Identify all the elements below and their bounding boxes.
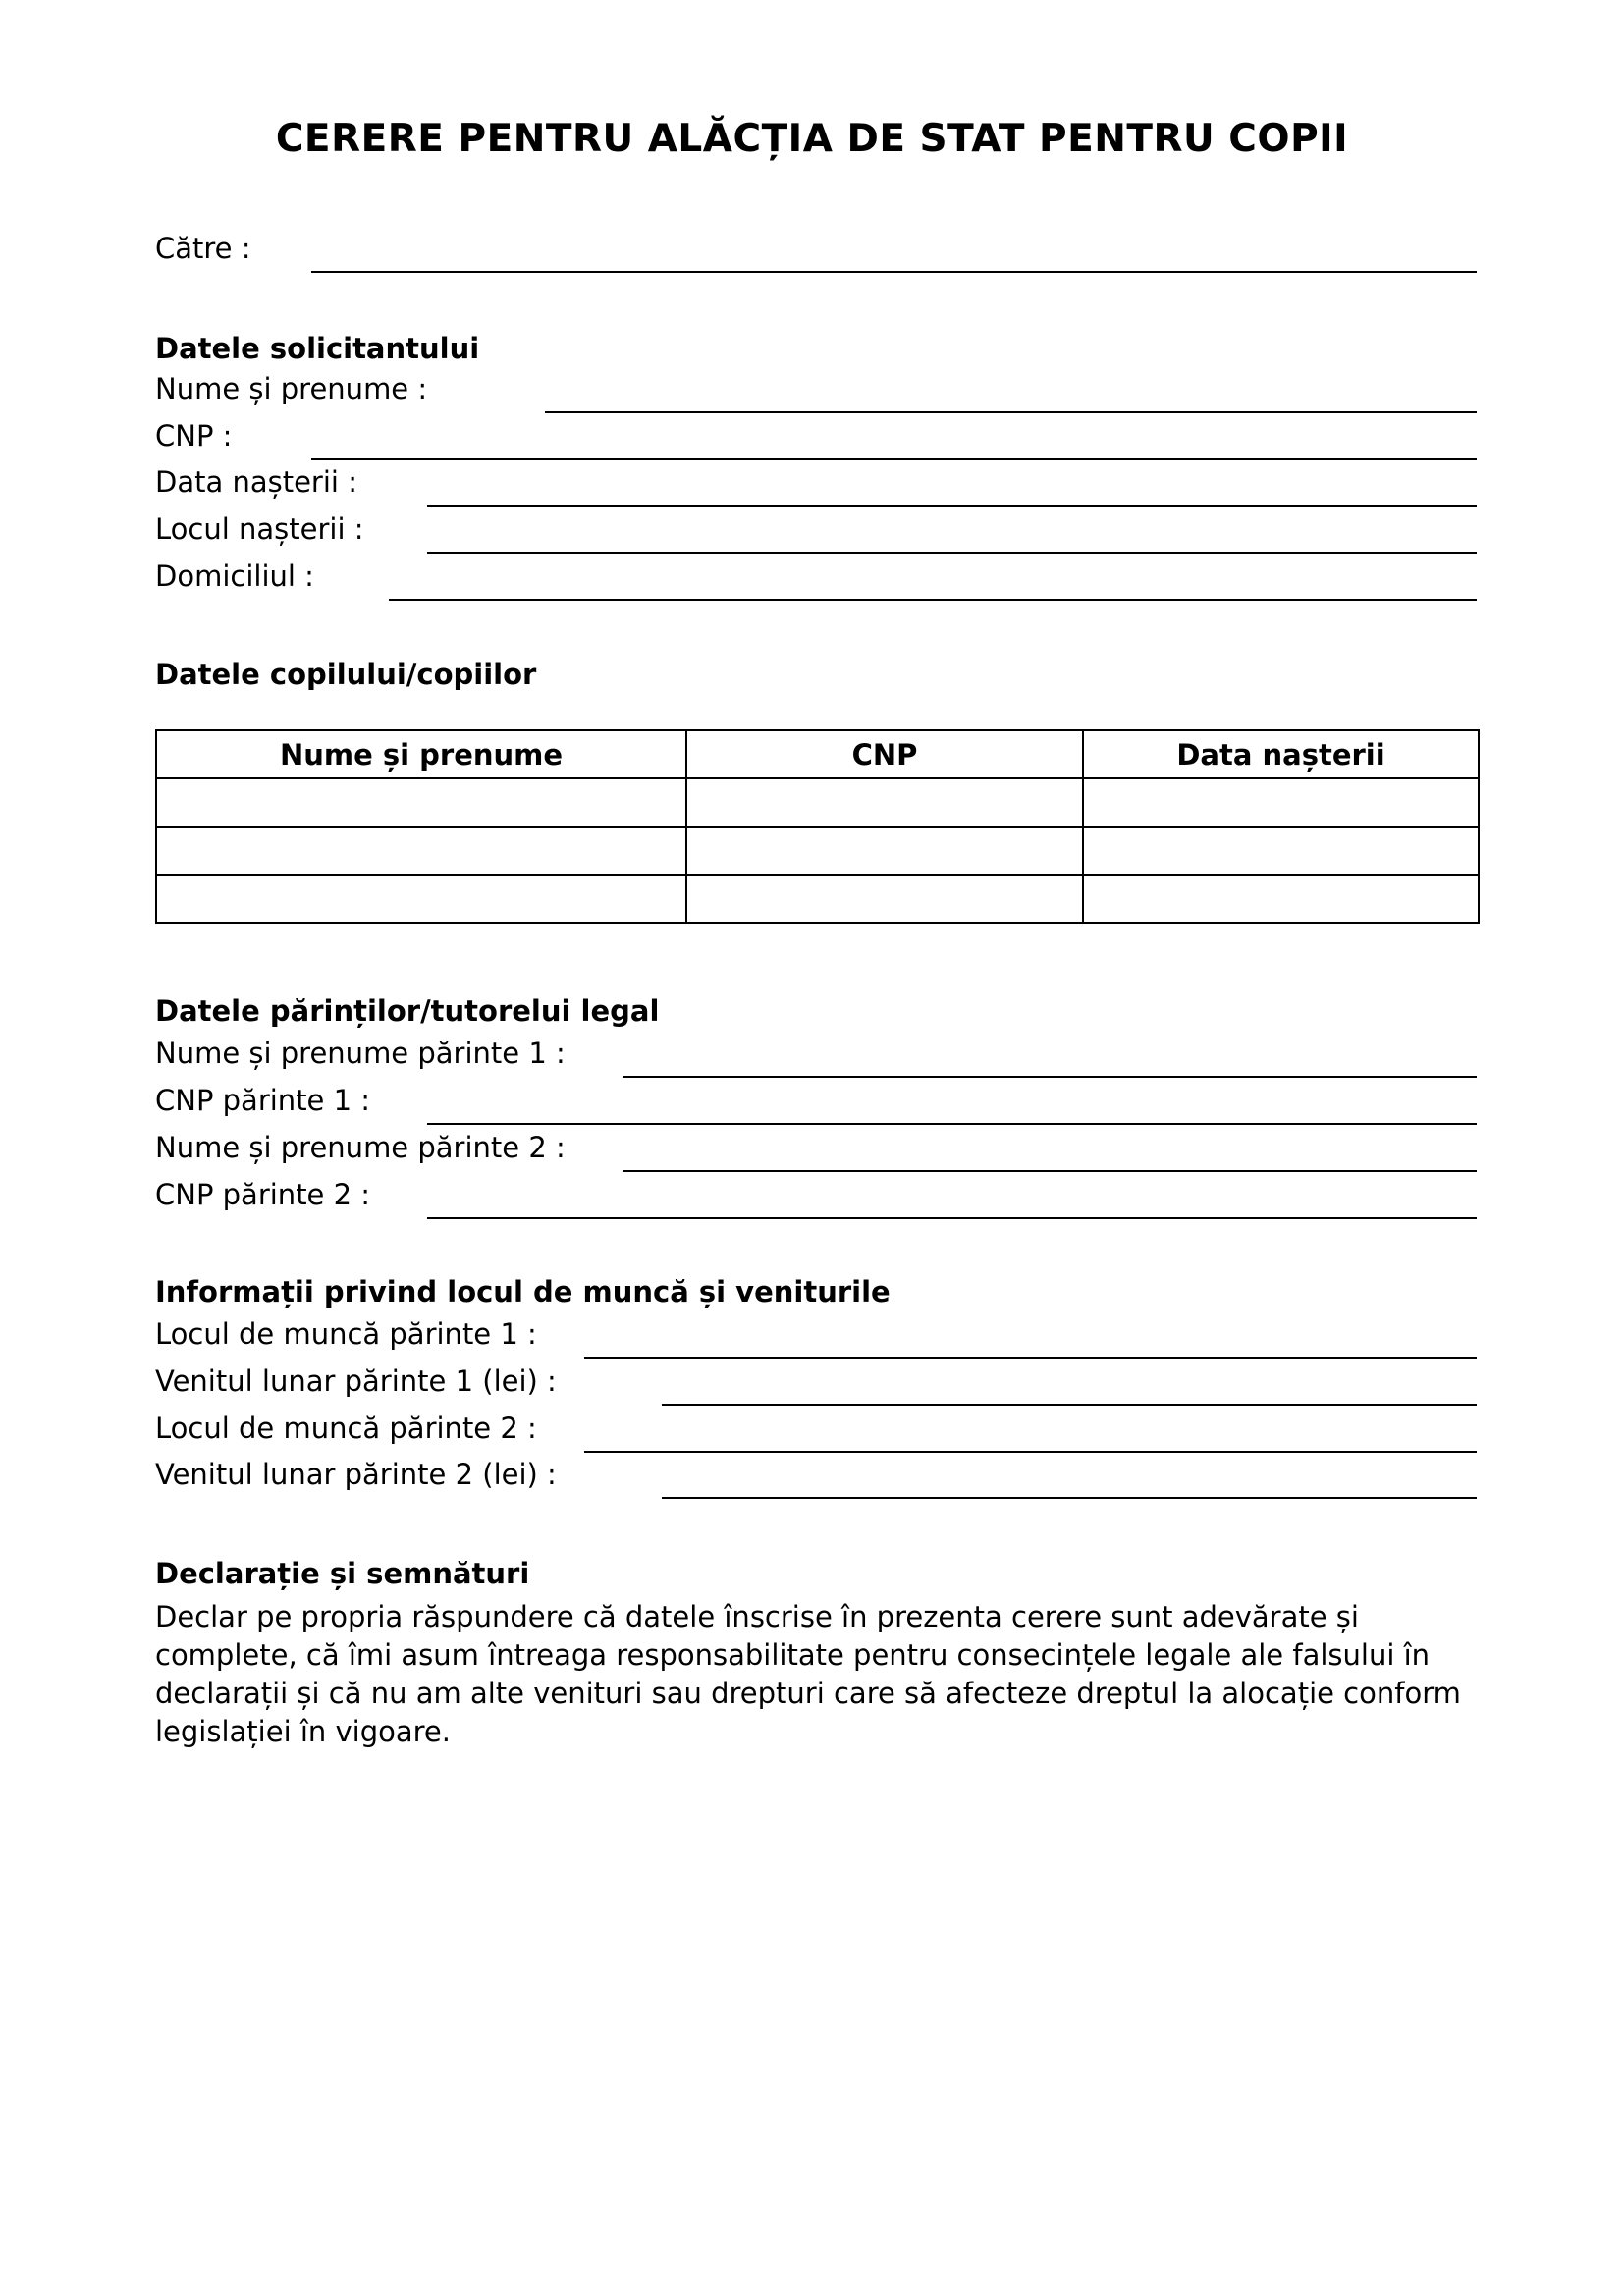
child-birthdate-cell[interactable] (1083, 778, 1479, 827)
parent2-income-field (155, 1460, 1477, 1499)
applicant-name-label: Nume și prenume : (155, 372, 428, 405)
child-cnp-cell[interactable] (686, 778, 1083, 827)
applicant-section-heading: Datele solicitantului (155, 332, 480, 365)
document-title: CERERE PENTRU ALĂCȚIA DE STAT PENTRU COPII (275, 117, 1349, 161)
parent2-income-label: Venitul lunar părinte 2 (lei) : (155, 1458, 557, 1491)
column-header-birthdate: Data nașterii (1083, 730, 1479, 778)
parent2-name-input-line[interactable] (623, 1170, 1477, 1172)
applicant-address-label: Domiciliul : (155, 560, 314, 593)
child-cnp-cell[interactable] (686, 875, 1083, 923)
applicant-address-input-line[interactable] (389, 599, 1477, 601)
parent2-name-field (155, 1133, 1477, 1172)
child-birthdate-cell[interactable] (1083, 827, 1479, 875)
applicant-birthplace-input-line[interactable] (427, 552, 1477, 554)
child-cnp-cell[interactable] (686, 827, 1083, 875)
applicant-birthdate-field (155, 467, 1477, 507)
table-row (156, 778, 1479, 827)
parent2-cnp-label: CNP părinte 2 : (155, 1178, 371, 1211)
table-row (156, 875, 1479, 923)
recipient-field (155, 234, 1477, 273)
parent1-name-field (155, 1039, 1477, 1078)
table-row (156, 827, 1479, 875)
applicant-birthplace-field (155, 514, 1477, 554)
parent2-cnp-field (155, 1180, 1477, 1219)
applicant-cnp-label: CNP : (155, 419, 233, 453)
parent1-workplace-label: Locul de muncă părinte 1 : (155, 1317, 537, 1351)
parent1-workplace-input-line[interactable] (584, 1357, 1477, 1359)
parent1-name-label: Nume și prenume părinte 1 : (155, 1037, 566, 1070)
child-name-cell[interactable] (156, 827, 686, 875)
child-name-cell[interactable] (156, 778, 686, 827)
applicant-name-input-line[interactable] (545, 411, 1477, 413)
children-section-heading: Datele copilului/copiilor (155, 658, 537, 691)
parent2-name-label: Nume și prenume părinte 2 : (155, 1131, 566, 1164)
parent2-workplace-input-line[interactable] (584, 1451, 1477, 1453)
parent1-cnp-input-line[interactable] (427, 1123, 1477, 1125)
parents-section-heading: Datele părinților/tutorelui legal (155, 994, 660, 1028)
declaration-section-heading: Declarație și semnături (155, 1557, 530, 1590)
declaration-text: Declar pe propria răspundere că datele înscrise în prezenta cerere sunt adevărate și complete, că îmi asum întreaga responsabilitate pentru consecințele legale ale falsului în declarații și că nu am alte venituri sau drepturi care să afecteze dreptul la alocație conform legislației în vigoare. (155, 1600, 1461, 1748)
parent1-income-field (155, 1366, 1477, 1406)
applicant-name-field (155, 374, 1477, 413)
child-name-cell[interactable] (156, 875, 686, 923)
child-birthdate-cell[interactable] (1083, 875, 1479, 923)
column-header-cnp: CNP (686, 730, 1083, 778)
parent2-cnp-input-line[interactable] (427, 1217, 1477, 1219)
applicant-cnp-field (155, 421, 1477, 460)
applicant-birthplace-label: Locul nașterii : (155, 512, 364, 546)
column-header-name: Nume și prenume (156, 730, 686, 778)
recipient-label: Către : (155, 232, 251, 265)
parent1-income-input-line[interactable] (662, 1404, 1477, 1406)
parent1-cnp-label: CNP părinte 1 : (155, 1084, 371, 1117)
parent1-income-label: Venitul lunar părinte 1 (lei) : (155, 1364, 557, 1398)
parent1-name-input-line[interactable] (623, 1076, 1477, 1078)
parent1-workplace-field (155, 1319, 1477, 1359)
applicant-birthdate-label: Data nașterii : (155, 465, 357, 499)
children-table-header-row (156, 730, 1479, 778)
parent2-income-input-line[interactable] (662, 1497, 1477, 1499)
applicant-birthdate-input-line[interactable] (427, 505, 1477, 507)
work-income-section-heading: Informații privind locul de muncă și veniturile (155, 1275, 891, 1308)
applicant-cnp-input-line[interactable] (311, 458, 1477, 460)
children-table (155, 729, 1480, 924)
parent2-workplace-label: Locul de muncă părinte 2 : (155, 1412, 537, 1445)
applicant-address-field (155, 561, 1477, 601)
parent2-workplace-field (155, 1414, 1477, 1453)
parent1-cnp-field (155, 1086, 1477, 1125)
recipient-input-line[interactable] (311, 271, 1477, 273)
